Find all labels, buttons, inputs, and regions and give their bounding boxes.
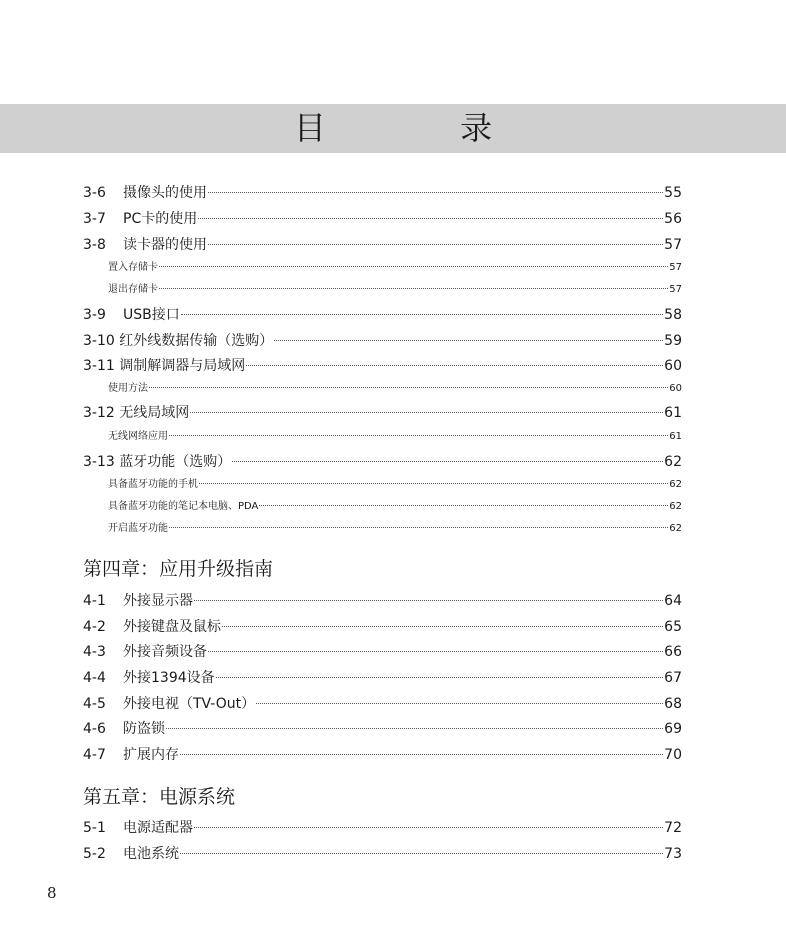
toc-entry [83, 234, 682, 256]
entry-title: 具备蓝牙功能的笔记本电脑、PDA [108, 501, 259, 512]
toc-entry [83, 208, 682, 230]
toc-entry [83, 355, 682, 377]
entry-page: 61 [664, 405, 682, 421]
entry-number: 4-1 [83, 593, 106, 609]
entry-title: 3-12 无线局域网 [83, 405, 190, 421]
entry-title: 防盗锁 [123, 721, 165, 737]
entry-title: 3-11 调制解调器与局域网 [83, 358, 246, 374]
dot-leader [169, 527, 668, 528]
toc-subentry [108, 260, 682, 276]
toc-entry [83, 402, 682, 424]
toc-entry [83, 667, 682, 689]
dot-leader [190, 412, 663, 413]
entry-number: 5-2 [83, 846, 106, 862]
entry-page: 66 [664, 644, 682, 660]
toc-subentry [108, 499, 682, 515]
entry-title: 3-10 红外线数据传输（选购） [83, 333, 274, 349]
title-band [0, 104, 786, 153]
dot-leader [199, 483, 668, 484]
entry-title: USB接口 [123, 307, 180, 323]
dot-leader [256, 703, 663, 704]
entry-title: 无线网络应用 [108, 431, 168, 442]
dot-leader [194, 600, 663, 601]
dot-leader [180, 754, 663, 755]
entry-page: 57 [669, 262, 682, 273]
entry-title: 外接电视（TV-Out） [123, 696, 256, 712]
entry-number: 4-3 [83, 644, 106, 660]
entry-number: 4-6 [83, 721, 106, 737]
toc-entry [83, 843, 682, 865]
entry-page: 57 [664, 237, 682, 253]
entry-page: 56 [664, 211, 682, 227]
dot-leader [159, 288, 668, 289]
entry-page: 67 [664, 670, 682, 686]
dot-leader [194, 827, 663, 828]
toc-entry [83, 304, 682, 326]
dot-leader [208, 192, 663, 193]
entry-page: 62 [664, 454, 682, 470]
entry-title: 扩展内存 [123, 747, 179, 763]
entry-title: 外接显示器 [123, 593, 193, 609]
dot-leader [159, 266, 668, 267]
toc-entry [83, 817, 682, 839]
entry-page: 55 [664, 185, 682, 201]
dot-leader [181, 314, 663, 315]
toc-entry [83, 590, 682, 612]
entry-number: 3-6 [83, 185, 106, 201]
entry-title: 外接1394设备 [123, 670, 215, 686]
toc-entry [83, 718, 682, 740]
dot-leader [169, 435, 668, 436]
entry-title: 读卡器的使用 [123, 237, 207, 253]
toc-entry [83, 693, 682, 715]
entry-page: 57 [669, 284, 682, 295]
page-number: 8 [47, 884, 57, 902]
toc-subentry [108, 477, 682, 493]
dot-leader [149, 387, 668, 388]
toc-entry [83, 744, 682, 766]
toc-entry [83, 330, 682, 352]
entry-number: 4-2 [83, 619, 106, 635]
entry-title: 开启蓝牙功能 [108, 523, 168, 534]
toc-subentry [108, 429, 682, 445]
entry-page: 69 [664, 721, 682, 737]
entry-page: 62 [669, 479, 682, 490]
entry-page: 65 [664, 619, 682, 635]
page-title: 目 录 [293, 109, 555, 147]
dot-leader [222, 626, 663, 627]
toc-entry [83, 451, 682, 473]
dot-leader [166, 728, 663, 729]
entry-title: 3-13 蓝牙功能（选购） [83, 454, 232, 470]
toc-subentry [108, 381, 682, 397]
entry-page: 60 [669, 383, 682, 394]
entry-page: 68 [664, 696, 682, 712]
dot-leader [216, 677, 664, 678]
entry-title: 置入存储卡 [108, 262, 158, 273]
toc-subentry [108, 282, 682, 298]
entry-title: 电池系统 [123, 846, 179, 862]
entry-title: 使用方法 [108, 383, 148, 394]
entry-page: 58 [664, 307, 682, 323]
toc-entry [83, 641, 682, 663]
entry-page: 73 [664, 846, 682, 862]
dot-leader [180, 853, 663, 854]
entry-page: 61 [669, 431, 682, 442]
entry-page: 60 [664, 358, 682, 374]
dot-leader [232, 461, 663, 462]
dot-leader [208, 244, 663, 245]
entry-number: 3-7 [83, 211, 106, 227]
chapter-heading: 第四章：应用升级指南 [83, 558, 274, 580]
entry-page: 70 [664, 747, 682, 763]
entry-number: 5-1 [83, 820, 106, 836]
entry-page: 64 [664, 593, 682, 609]
entry-page: 72 [664, 820, 682, 836]
entry-number: 4-5 [83, 696, 106, 712]
entry-number: 4-4 [83, 670, 106, 686]
entry-page: 62 [669, 523, 682, 534]
dot-leader [246, 365, 663, 366]
toc-entry [83, 616, 682, 638]
entry-number: 3-9 [83, 307, 106, 323]
entry-page: 62 [669, 501, 682, 512]
chapter-heading: 第五章：电源系统 [83, 786, 236, 808]
toc-subentry [108, 521, 682, 537]
dot-leader [259, 505, 668, 506]
entry-title: 外接音频设备 [123, 644, 207, 660]
entry-title: 外接键盘及鼠标 [123, 619, 221, 635]
toc-entry [83, 182, 682, 204]
dot-leader [274, 340, 663, 341]
entry-title: 摄像头的使用 [123, 185, 207, 201]
entry-title: 退出存储卡 [108, 284, 158, 295]
dot-leader [198, 218, 663, 219]
entry-number: 3-8 [83, 237, 106, 253]
entry-page: 59 [664, 333, 682, 349]
entry-title: PC卡的使用 [123, 211, 198, 227]
entry-title: 具备蓝牙功能的手机 [108, 479, 198, 490]
entry-number: 4-7 [83, 747, 106, 763]
dot-leader [208, 651, 663, 652]
entry-title: 电源适配器 [123, 820, 193, 836]
